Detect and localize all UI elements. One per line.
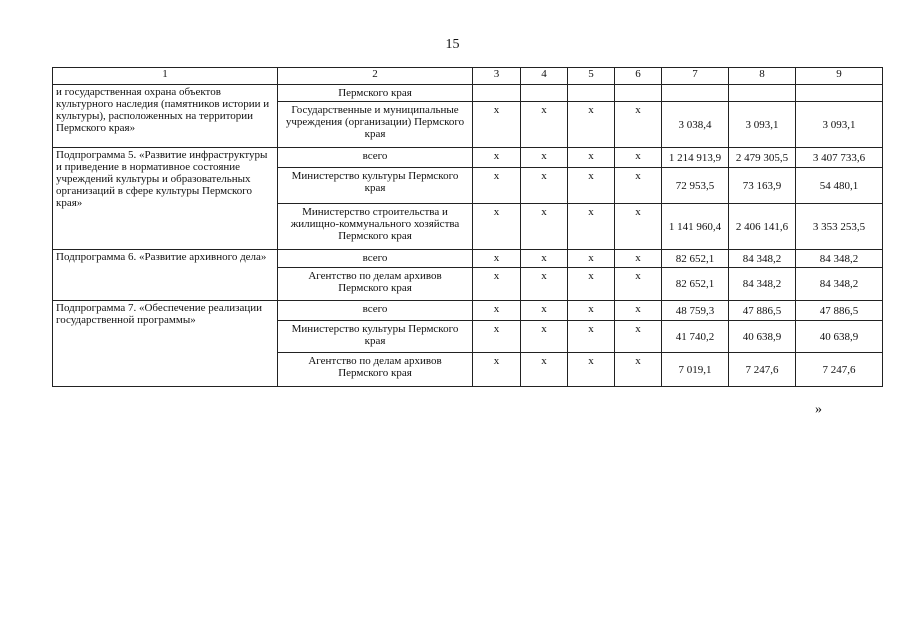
cell: 84 348,2 [796, 268, 883, 301]
cell: х [521, 102, 568, 148]
cell: х [568, 102, 615, 148]
col-header: 6 [615, 68, 662, 85]
cell: х [615, 268, 662, 301]
cell: х [521, 250, 568, 268]
cell: х [473, 353, 521, 387]
col-header: 7 [662, 68, 729, 85]
cell: 82 652,1 [662, 268, 729, 301]
cell: х [615, 102, 662, 148]
cell: 3 407 733,6 [796, 148, 883, 168]
cell: х [521, 353, 568, 387]
header-row [53, 68, 883, 85]
cell: х [521, 321, 568, 353]
cell: х [615, 168, 662, 204]
cell: 82 652,1 [662, 250, 729, 268]
cell: х [473, 102, 521, 148]
cell: х [473, 268, 521, 301]
row-label: Агентство по делам архивов Пермского края [278, 268, 473, 301]
cell: 72 953,5 [662, 168, 729, 204]
col-header: 8 [729, 68, 796, 85]
cell: х [615, 148, 662, 168]
group-title: Подпрограмма 5. «Развитие инфраструктуры и приведение в нормативное состояние учреждений культуры и образовательных организаций в сфере культуры Пермского края» [53, 148, 278, 250]
cell: 40 638,9 [729, 321, 796, 353]
col-header: 5 [568, 68, 615, 85]
cell: 3 093,1 [796, 102, 883, 148]
cell [568, 85, 615, 102]
cell: х [521, 168, 568, 204]
cell: 2 479 305,5 [729, 148, 796, 168]
cell: х [473, 148, 521, 168]
cell: х [568, 250, 615, 268]
cell: 84 348,2 [729, 250, 796, 268]
cell: х [473, 204, 521, 250]
row-label: Государственные и муниципальные учреждения (организации) Пермского края [278, 102, 473, 148]
cell: х [568, 268, 615, 301]
cell: 3 353 253,5 [796, 204, 883, 250]
group-title: и государственная охрана объектов культурного наследия (памятников истории и культуры), расположенных на территории Пермского края» [53, 85, 278, 148]
row-label: всего [278, 250, 473, 268]
cell: х [615, 353, 662, 387]
cell: х [568, 168, 615, 204]
cell: х [521, 301, 568, 321]
cell: 54 480,1 [796, 168, 883, 204]
budget-table [52, 67, 883, 387]
cell: х [521, 204, 568, 250]
col-header: 2 [278, 68, 473, 85]
table-row [53, 148, 883, 168]
cell [473, 85, 521, 102]
cell: х [615, 204, 662, 250]
col-header: 3 [473, 68, 521, 85]
cell [615, 85, 662, 102]
cell: х [615, 250, 662, 268]
cell: 84 348,2 [729, 268, 796, 301]
cell: х [568, 353, 615, 387]
cell: х [473, 168, 521, 204]
cell: 3 093,1 [729, 102, 796, 148]
cell: х [568, 321, 615, 353]
row-label: Министерство строительства и жилищно-коммунального хозяйства Пермского края [278, 204, 473, 250]
cell [796, 85, 883, 102]
cell [521, 85, 568, 102]
group-title: Подпрограмма 6. «Развитие архивного дела» [53, 250, 278, 301]
cell: х [568, 301, 615, 321]
cell: х [568, 148, 615, 168]
cell [662, 85, 729, 102]
cell: 7 247,6 [796, 353, 883, 387]
cell: х [568, 204, 615, 250]
row-label: Министерство культуры Пермского края [278, 168, 473, 204]
row-label: всего [278, 148, 473, 168]
table-row [53, 301, 883, 321]
cell: х [473, 250, 521, 268]
cell: 73 163,9 [729, 168, 796, 204]
cell: 1 214 913,9 [662, 148, 729, 168]
closing-quote: » [815, 402, 822, 417]
cell: х [473, 301, 521, 321]
cell: 48 759,3 [662, 301, 729, 321]
cell: 47 886,5 [729, 301, 796, 321]
cell: 1 141 960,4 [662, 204, 729, 250]
cell: 41 740,2 [662, 321, 729, 353]
col-header: 4 [521, 68, 568, 85]
page-number: 15 [445, 37, 460, 52]
cell: 3 038,4 [662, 102, 729, 148]
cell: х [473, 321, 521, 353]
row-label: Агентство по делам архивов Пермского края [278, 353, 473, 387]
table-row [53, 250, 883, 268]
row-label: Пермского края [278, 85, 473, 102]
group-title: Подпрограмма 7. «Обеспечение реализации государственной программы» [53, 301, 278, 387]
cell: х [615, 321, 662, 353]
cell: 2 406 141,6 [729, 204, 796, 250]
cell: 7 247,6 [729, 353, 796, 387]
row-label: всего [278, 301, 473, 321]
cell: 40 638,9 [796, 321, 883, 353]
cell: х [615, 301, 662, 321]
cell: 7 019,1 [662, 353, 729, 387]
cell [729, 85, 796, 102]
table-row [53, 85, 883, 102]
cell: 84 348,2 [796, 250, 883, 268]
row-label: Министерство культуры Пермского края [278, 321, 473, 353]
cell: х [521, 148, 568, 168]
col-header: 1 [53, 68, 278, 85]
cell: х [521, 268, 568, 301]
cell: 47 886,5 [796, 301, 883, 321]
col-header: 9 [796, 68, 883, 85]
